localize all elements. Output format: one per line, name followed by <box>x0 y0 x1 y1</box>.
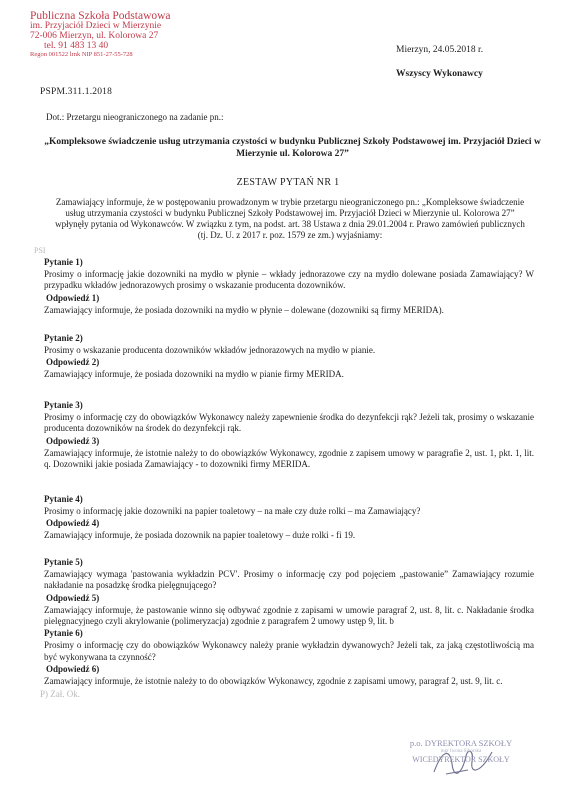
question-label: Pytanie 5) <box>44 557 83 567</box>
qa-block-2 <box>44 333 534 381</box>
answer-text: Zamawiający informuje, że istotnie należy to do obowiązków Wykonawcy, zgodnie z zapisem umowy w paragrafie 2, ust. 1, pkt. 1, lit. q. Dozowniki jakie posiada Zamawiający - to dozowniki firmy MERIDA. <box>44 447 534 470</box>
stamp-line-regon-nip: Regon 001522 lrnk NIP 851-27-55-728 <box>30 50 133 58</box>
recipients: Wszyscy Wykonawcy <box>396 69 483 79</box>
subject-line: Dot.: Przetargu nieograniczonego na zadanie pn.: <box>46 112 224 122</box>
answer-label: Odpowiedź 3) <box>46 436 100 447</box>
question-label: Pytanie 2) <box>44 333 83 343</box>
place-and-date: Mierzyn, 24.05.2018 r. <box>396 45 484 55</box>
signature-line-title: p.o. DYREKTORA SZKOŁY <box>409 738 513 748</box>
reference-number: PSPM.311.1.2018 <box>40 87 113 97</box>
answer-label: Odpowiedź 5) <box>46 593 100 604</box>
question-text: Zamawiający wymaga 'pastowania wykładzin PCV'. Prosimy o informację czy pod pojęciem „pastowanie” Zamawiający rozumie nakładanie na posadzkę środka pielęgnującego? <box>44 568 534 591</box>
stamp-line-patron: im. Przyjaciół Dzieci w Mierzynie <box>30 21 162 32</box>
answer-text: Zamawiający informuje, że posiada dozowniki na mydło w płynie – dolewane (dozowniki są firmy MERIDA). <box>44 304 444 315</box>
intro-paragraph: Zamawiający informuje, że w postępowaniu prowadzonym w trybie przetargu nieograniczonego pn.: „Kompleksowe świadczenie usług utrzymania czystości w budynku Publicznej Szkoły Podstawowej im. Przyjaciół Dzieci w Mierzynie ul. Kolorowa 27” wpłynęły pytania od Wykonawców. W związku z tym, na podst. art. 38 Ustawa z dnia 29.01.2004 r. Prawo zamówień publicznych (tj. Dz. U. z 2017 r. poz. 1579 ze zm.) wyjaśniamy: <box>55 197 525 240</box>
question-text: Prosimy o wskazanie producenta dozowników wkładów jednorazowych na mydło w pianie. <box>44 344 376 355</box>
faint-annotation-top: PSI <box>34 246 46 255</box>
question-label: Pytanie 4) <box>44 494 83 504</box>
qa-block-3 <box>44 400 534 471</box>
tender-title: „Kompleksowe świadczenie usług utrzymania czystości w budynku Publicznej Szkoły Podstawowej im. Przyjaciół Dzieci w Mierzynie ul. Kolorowa 27” <box>44 137 541 160</box>
question-label: Pytanie 1) <box>44 257 83 267</box>
signature-line-role: WICEDYREKTOR SZKOŁY <box>412 754 510 764</box>
stamp-line-school-name: Publiczna Szkoła Podstawowa <box>30 10 171 22</box>
answer-label: Odpowiedź 6) <box>46 664 100 675</box>
answer-text: Zamawiający informuje, że pastowanie winno się odbywać zgodnie z zapisami w umowie paragraf 2, ust. 8, lit. c. Nakładanie środka pielęgnacyjnego czyli akrylowanie (polimeryzacja) zgodnie z paragrafem 2 umowy ustęp 9, lit. b <box>44 604 534 627</box>
signature-line-name: mgr Iwona Sikorska <box>440 748 482 754</box>
stamp-line-phone: tel. 91 483 13 40 <box>44 41 109 51</box>
answer-text: Zamawiający informuje, że istotnie należy to do obowiązków Wykonawcy, zgodnie z zapisami umowy, paragraf 2, ust. 9, lit. c. <box>44 675 503 686</box>
question-label: Pytanie 6) <box>44 628 83 639</box>
question-text: Prosimy o informację jakie dozowniki na papier toaletowy – na małe czy duże rolki – ma Zamawiający? <box>44 505 421 516</box>
question-text: Prosimy o informację czy do obowiązków Wykonawcy należy pranie wykładzin dywanowych? Jeżeli tak, za jaką częstotliwością ma być wykonywana ta czynność? <box>44 639 534 662</box>
qa-block-5-6 <box>44 557 534 688</box>
faint-annotation-bottom: P) Zał. Ok. <box>40 689 80 699</box>
qa-block-1 <box>44 257 534 316</box>
answer-label: Odpowiedź 1) <box>46 293 100 304</box>
school-stamp <box>30 10 220 59</box>
question-text: Prosimy o informację czy do obowiązków Wykonawcy należy zapewnienie środka do dezynfekcji rąk? Jeżeli tak, prosimy o wskazanie producenta dozowników na środek do dezynfekcji rąk. <box>44 411 534 434</box>
question-text: Prosimy o informację jakie dozowniki na mydło w płynie – wkłady jednorazowe czy na mydło dolewane posiada Zamawiający? W przypadku wkładów jednorazowych prosimy o wskazanie producenta dozowników. <box>44 268 534 291</box>
signature-stamp <box>386 739 536 764</box>
answer-label: Odpowiedź 2) <box>46 357 100 368</box>
stamp-line-address: 72-006 Mierzyn, ul. Kolorowa 27 <box>30 31 159 42</box>
answer-text: Zamawiający informuje, że posiada dozownik na papier toaletowy – duże rolki - fi 19. <box>44 530 356 541</box>
document-heading: ZESTAW PYTAŃ NR 1 <box>236 177 340 188</box>
answer-text: Zamawiający informuje, że posiada dozowniki na mydło w pianie firmy MERIDA. <box>44 369 344 380</box>
question-label: Pytanie 3) <box>44 400 83 410</box>
answer-label: Odpowiedź 4) <box>46 518 100 529</box>
qa-block-4 <box>44 494 534 542</box>
